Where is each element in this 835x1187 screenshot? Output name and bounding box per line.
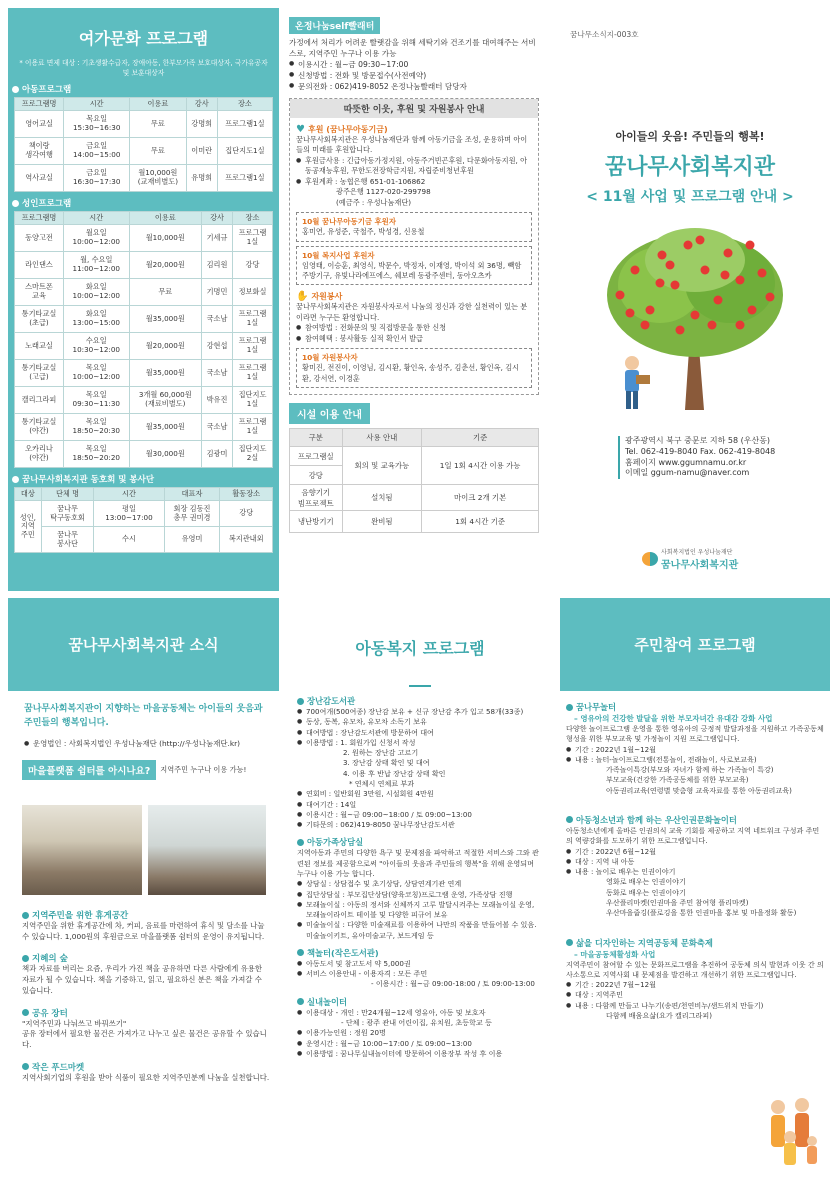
table-cell: 화요일 13:00~15:00 bbox=[63, 306, 129, 333]
list-item: ● 모래놀이실 : 아동의 정서와 신체까지 고루 발달시켜주는 모래놀이실 운영, 모래놀이라이트 테이블 및 다양한 피규어 보유 bbox=[297, 900, 543, 921]
contact-block bbox=[618, 436, 775, 479]
flower-icon bbox=[12, 200, 19, 207]
table-cell: 월, 수요일 11:00~12:00 bbox=[63, 252, 129, 279]
laundry-title: 온정나눔self빨래터 bbox=[289, 17, 380, 34]
table-cell: 프로그램 1실 bbox=[233, 225, 273, 252]
list-item: - 단체 : 광주 관내 어린이집, 유치원, 초등학교 등 bbox=[341, 1018, 492, 1028]
table-cell: 기명민 bbox=[202, 279, 233, 306]
warm-title: 따뜻한 이웃, 후원 및 자원봉사 안내 bbox=[290, 99, 538, 118]
flower-icon bbox=[22, 1009, 29, 1016]
facility-table bbox=[289, 428, 539, 533]
news-header bbox=[8, 598, 279, 691]
flower-icon bbox=[297, 998, 304, 1005]
table-cell: 목요일 15:30~16:30 bbox=[64, 111, 130, 138]
rights-text: 아동청소년에게 올바른 인권의식 교육 기회를 제공하고 지역 네트워크 구성과 주민의 역량강화를 도모하기 위한 프로그램입니다. bbox=[566, 825, 820, 846]
list-item: 2. 원하는 장난감 고르기 bbox=[343, 748, 419, 758]
table-cell: 프로그램 1실 bbox=[233, 414, 273, 441]
shelter-photo-2 bbox=[148, 805, 266, 895]
flower-icon bbox=[22, 955, 29, 962]
cover-subtitle: < 11월 사업 및 프로그램 안내 > bbox=[586, 189, 794, 205]
child-welfare-body bbox=[289, 695, 551, 1059]
flower-icon bbox=[297, 949, 304, 956]
table-cell: 월10,000원 (교재비별도) bbox=[130, 165, 187, 192]
table-cell: 통기타교실 (고급) bbox=[15, 360, 64, 387]
list-item: ● 연회비 : 일반회원 3만원, 시설회원 4만원 bbox=[297, 789, 543, 799]
club-table bbox=[14, 487, 273, 553]
market-quote: "지역주민과 나눠쓰고 바꿔쓰기" bbox=[22, 1018, 127, 1028]
table-cell: 프로그램1실 bbox=[217, 111, 272, 138]
table-cell: 목요일 09:30~11:30 bbox=[63, 387, 129, 414]
list-item: ● 참여방법 : 전화문의 및 직접방문을 통한 신청 bbox=[296, 323, 532, 333]
panel-resident-participation bbox=[560, 598, 830, 1187]
flower-icon bbox=[12, 86, 19, 93]
table-cell: 강명희 bbox=[186, 111, 217, 138]
panel-cover bbox=[560, 0, 835, 595]
festival-text: 지역주민이 참여할 수 있는 문화프로그램을 추진하여 공동체 의식 발현과 이웃 간 의사소통으로 지역사회 내 문제점을 발견하고 개선하기 위한 프로그램입니다. bbox=[566, 959, 824, 979]
flower-icon bbox=[566, 704, 573, 711]
list-item: ● 아동도서 및 참고도서 약 5,000권 bbox=[297, 959, 543, 969]
table-cell: 프로그램 1실 bbox=[233, 360, 273, 387]
table-cell: 강당 bbox=[233, 252, 273, 279]
list-item: ● 문의전화 : 062)419-8052 온정나눔빨래터 담당자 bbox=[289, 81, 539, 92]
flower-icon bbox=[22, 1063, 29, 1070]
leisure-title: 여가문화 프로그램 bbox=[78, 29, 209, 48]
list-item: 다함께 배움요삶(요가 캘리그라피) bbox=[606, 1010, 712, 1020]
table-cell: 월요일 10:00~12:00 bbox=[63, 225, 129, 252]
volunteer-heading: ✋ 자원봉사 bbox=[296, 291, 343, 303]
table-cell: 목요일 18:50~20:20 bbox=[63, 441, 129, 468]
table-header: 구분 사용 안내 기준 bbox=[290, 429, 539, 447]
sponsor-text: 꿈나무사회복지관은 우성나눔재단과 함께 아동기금을 조성, 운용하며 아이들의 미래를 후원합니다. bbox=[296, 135, 528, 155]
list-item: 동화로 배우는 인권이야기 bbox=[606, 887, 686, 897]
lounge-text: 지역주민을 위한 휴게공간에 차, 커피, 음료를 마련하여 휴식 및 담소를 나눌 수 있습니다. 1,000원의 후원금으로 마을플랫폼 쉼터의 운영이 유지됩니다. bbox=[22, 921, 265, 941]
table-row bbox=[15, 279, 273, 306]
table-row: 강당 bbox=[290, 466, 539, 485]
wisdom-heading: 지혜의 숲 bbox=[22, 952, 270, 964]
club-target: 성인, 지역 주민 bbox=[15, 501, 42, 553]
list-item: ● 이용대상 - 개인 : 만24개월~12세 영유아, 아동 및 보호자 bbox=[297, 1008, 543, 1018]
table-cell: 집단지도1실 bbox=[217, 138, 272, 165]
slogan: 아이들의 웃음! 주민들의 행복! bbox=[615, 130, 765, 143]
list-item: * 연체시 연체료 부과 bbox=[349, 778, 415, 788]
list-item: ● 이용시간 : 월~금 09:00~18:00 / 토 09:00~13:00 bbox=[297, 810, 543, 820]
table-cell: 국소남 bbox=[202, 360, 233, 387]
flower-icon bbox=[12, 476, 19, 483]
shelter-photo-1 bbox=[22, 805, 142, 895]
hands-icon: ✋ bbox=[296, 291, 309, 303]
table-cell: 월30,000원 bbox=[129, 441, 202, 468]
table-row bbox=[15, 387, 273, 414]
table-cell: 3개월 60,000원 (재료비별도) bbox=[129, 387, 202, 414]
table-row: 프로그램실 회의 및 교육가능 1일 1회 4시간 이용 가능 bbox=[290, 447, 539, 466]
list-item: ● 동상, 동복, 유모차, 유모차 소독기 보유 bbox=[297, 717, 543, 727]
list-item: 아동권리교육(연령별 맞춤형 교육자료를 통한 아동권리교육) bbox=[606, 785, 792, 795]
list-item: ● 대여기간 : 14일 bbox=[297, 800, 543, 810]
book-heading: 책놀터(작은도서관) bbox=[297, 947, 543, 959]
list-item: 3. 장난감 상태 확인 및 대여 bbox=[343, 758, 430, 768]
section-child: 아동프로그램 bbox=[12, 83, 279, 95]
sponsor-heading: ♥ 후원 (꿈나무아동기금) bbox=[296, 124, 388, 135]
panel-news bbox=[8, 598, 279, 1187]
news-title: 꿈나무사회복지관 소식 bbox=[68, 636, 219, 654]
list-item: ● 서비스 이용안내 - 이용자격 : 모든 주민 bbox=[297, 969, 543, 979]
heart-icon: ♥ bbox=[296, 124, 305, 135]
section-club: 꿈나무사회복지관 동호회 및 봉사단 bbox=[12, 473, 279, 485]
family-illustration bbox=[760, 1093, 822, 1173]
list-item: ● 이용방법 : 1. 회원가입 신청서 작성 bbox=[297, 738, 543, 748]
table-header: 프로그램명 시간 이용료 강사 장소 bbox=[15, 98, 273, 111]
list-item: (예금주 : 우성나눔재단) bbox=[336, 197, 412, 207]
table-header: 대상 단체 명 시간 대표자 활동장소 bbox=[15, 488, 273, 501]
panel-laundry-support bbox=[289, 14, 539, 594]
table-cell: 통기타교실 (야간) bbox=[15, 414, 64, 441]
adult-program-table bbox=[14, 211, 273, 468]
food-heading: 작은 푸드마켓 bbox=[22, 1061, 270, 1073]
list-item: ● 기타문의 : 062)419-8050 꿈나무장난감도서관 bbox=[297, 820, 543, 830]
resident-title: 주민참여 프로그램 bbox=[634, 636, 756, 654]
table-cell: 목요일 18:50~20:30 bbox=[63, 414, 129, 441]
warm-box bbox=[289, 98, 539, 395]
list-item: ● 기간 : 2022년 6월~12월 bbox=[566, 847, 824, 857]
table-cell: 무료 bbox=[130, 111, 187, 138]
volunteer-text: 꿈나무사회복지관은 자원봉사자로서 나눔의 정신과 강한 실천력이 있는 분이라면 누구든 환영합니다. bbox=[296, 302, 528, 322]
list-item: ● 운영시간 : 월~금 10:00~17:00 / 토 09:00~13:00 bbox=[297, 1039, 543, 1049]
table-cell: 집단지도 1실 bbox=[233, 387, 273, 414]
shelter-heading-row bbox=[22, 760, 265, 780]
lounge-heading: 지역주민을 위한 휴게공간 bbox=[22, 909, 270, 921]
list-item: ● 이용방법 : 꿈나무실내놀이터에 방문하여 이용장부 작성 후 이용 bbox=[297, 1049, 543, 1059]
table-cell: 스마트폰 교육 bbox=[15, 279, 64, 306]
divider bbox=[409, 685, 431, 687]
list-item: - 이용시간 : 월~금 09:00-18:00 / 토 09:00-13:00 bbox=[371, 979, 535, 989]
table-cell: 김리원 bbox=[202, 252, 233, 279]
table-cell: 유명희 bbox=[186, 165, 217, 192]
table-cell: 정보화실 bbox=[233, 279, 273, 306]
list-item: ● 후원계좌 : 농협은행 651-01-106862 bbox=[296, 177, 532, 187]
list-item: ● 참여혜택 : 봉사활동 실적 확인서 발급 bbox=[296, 334, 532, 344]
table-cell: 책이랑 생각여행 bbox=[15, 138, 64, 165]
address: 광주광역시 북구 중문로 지하 58 (우산동) bbox=[625, 436, 771, 445]
table-cell: 캘리그라피 bbox=[15, 387, 64, 414]
table-cell: 프로그램 1실 bbox=[233, 306, 273, 333]
table-cell: 박유진 bbox=[202, 387, 233, 414]
email-link[interactable]: 이메일 ggum-namu@naver.com bbox=[625, 468, 750, 478]
table-row: 음향기기 빔프로젝트 설치됨 마이크 2개 기본 bbox=[290, 485, 539, 511]
list-item: 영화로 배우는 인권이야기 bbox=[606, 877, 686, 887]
table-cell: 라인댄스 bbox=[15, 252, 64, 279]
list-item: ● 이용시간 : 월~금 09:30~17:00 bbox=[289, 59, 539, 70]
list-item: ● 신청방법 : 전화 및 방문접수(사전예약) bbox=[289, 70, 539, 81]
list-item: 우산마을줍깅(플로깅을 통한 인권마을 홍보 및 마을정화 활동) bbox=[606, 908, 797, 918]
shelter-subtitle: 지역주민 누구나 이용 가능! bbox=[160, 764, 247, 774]
table-cell: 월35,000원 bbox=[129, 306, 202, 333]
laundry-text: 가정에서 처리가 어려운 빨랫감을 위해 세탁기와 건조기를 대여해주는 서비스로, 지역주민 누구나 이용 가능 bbox=[289, 38, 536, 58]
playroom-heading: 실내놀이터 bbox=[297, 996, 543, 1008]
list-item: 가족놀이특강(부모와 자녀가 함께 하는 가족놀이 특강) bbox=[606, 765, 774, 775]
table-cell: 목요일 10:00~12:00 bbox=[63, 360, 129, 387]
table-row bbox=[15, 333, 273, 360]
market-text: 공유 장터에서 필요한 물건은 가져가고 나누고 싶은 물건은 공유할 수 있습니다. bbox=[22, 1029, 267, 1050]
table-cell: 영어교실 bbox=[15, 111, 64, 138]
list-item: ● 이용가능인원 : 정원 20명 bbox=[297, 1028, 543, 1038]
flower-icon bbox=[297, 839, 304, 846]
cover-title: 꿈나무사회복지관 bbox=[604, 155, 776, 180]
table-cell: 금요일 16:30~17:30 bbox=[64, 165, 130, 192]
issue-number: 꿈나무소식지-003호 bbox=[570, 30, 639, 39]
table-cell: 국소남 bbox=[202, 306, 233, 333]
flower-icon bbox=[297, 698, 304, 705]
festival-subtitle: – 마을공동체활성화 사업 bbox=[574, 949, 656, 959]
oct-sponsor-box: 10월 꿈나무아동기금 후원자 홍미연, 유성준, 국철주, 박성경, 신용철 bbox=[296, 212, 532, 241]
fee-exempt-note: * 이용료 면제 대상 : 기초생활수급자, 장애아동, 한부모가족 보호대상자, 국가유공자 및 보훈대상자 bbox=[19, 59, 268, 77]
table-row bbox=[15, 306, 273, 333]
playground-subtitle: – 영유아의 건강한 발달을 위한 부모자녀간 유대감 강화 사업 bbox=[574, 714, 773, 723]
flower-icon bbox=[566, 939, 573, 946]
child-program-table bbox=[14, 97, 273, 192]
table-row bbox=[15, 414, 273, 441]
list-item: ● 내용 : 놀터-놀이프로그램(전통놀이, 전래놀이, 사로보교육) bbox=[566, 755, 824, 765]
table-cell: 집단지도 2실 bbox=[233, 441, 273, 468]
oct-volunteer-box: 10월 자원봉사자 황미진, 전진이, 이영님, 김시환, 황인옥, 송성주, 김춘선, 황인옥, 김시환, 강서연, 이경훈 bbox=[296, 348, 532, 388]
list-item: ● 기간 : 2022년 7월~12월 bbox=[566, 980, 824, 990]
corp-info: ● 운영법인 : 사회복지법인 우성나눔재단 (http://우성나눔재단.kr) bbox=[24, 739, 263, 750]
list-item: ● 700여개(500여종) 장난감 보유 + 신규 장난감 추가 입고 58개(33종) bbox=[297, 707, 543, 717]
table-row bbox=[15, 252, 273, 279]
table-cell: 금요일 14:00~15:00 bbox=[64, 138, 130, 165]
table-cell: 월20,000원 bbox=[129, 252, 202, 279]
oct-biz-box: 10월 복지사업 후원자 임영태, 이승훈, 최영식, 박문수, 박정자, 이재영, 박이석 외 36명, 빽함주방기구, 유빛나라에프에스, 쉐보레 동광주센터, 동아오츠카 bbox=[296, 246, 532, 286]
homepage-link[interactable]: 홈페이지 www.ggumnamu.or.kr bbox=[625, 457, 747, 467]
toy-heading: 장난감도서관 bbox=[297, 695, 543, 707]
table-cell: 월10,000원 bbox=[129, 225, 202, 252]
list-item: ● 대상 : 지역주민 bbox=[566, 990, 824, 1000]
table-cell: 프로그램 1실 bbox=[233, 333, 273, 360]
table-cell: 역사교실 bbox=[15, 165, 64, 192]
news-intro: 꿈나무사회복지관이 지향하는 마을공동체는 아이들의 웃음과 주민들의 행복입니다. bbox=[24, 704, 263, 728]
table-row bbox=[15, 138, 273, 165]
list-item: 광주은행 1127-020-299798 bbox=[336, 187, 431, 197]
child-welfare-title: 아동복지 프로그램 bbox=[355, 639, 485, 658]
list-item: ● 집단상담실 : 부모집단상담(양육코칭)프로그램 운영, 가족상담 진행 bbox=[297, 890, 543, 900]
list-item: ● 내용 : 놀이로 배우는 인권이야기 bbox=[566, 867, 824, 877]
list-item: ● 후원금사용 : 긴급아동가정지원, 아동주거빈곤후원, 다문화아동지원, 아동공재능후원, 무한도전장학금지원, 자립준비청년후원 bbox=[296, 156, 532, 177]
panel-child-welfare bbox=[289, 598, 551, 1187]
table-row bbox=[15, 441, 273, 468]
table-header: 프로그램명 시간 이용료 강사 장소 bbox=[15, 212, 273, 225]
table-cell: 강현섭 bbox=[202, 333, 233, 360]
list-item: ● 내용 : 다함께 만들고 나누기(송편/천연비누/샌드위치 만들기) bbox=[566, 1001, 781, 1011]
flower-icon bbox=[566, 816, 573, 823]
table-cell: 프로그램1실 bbox=[217, 165, 272, 192]
list-item: ● 미술놀이실 : 다양한 미술재료를 이용하여 나만의 작품을 만들어볼 수 있음. 미술놀이키트, 유아미술교구, 보드게임 등 bbox=[297, 920, 543, 941]
table-row bbox=[15, 360, 273, 387]
table-cell: 김광미 bbox=[202, 441, 233, 468]
family-text: 지역아동과 주민의 다양한 욕구 및 문제점을 파악하고 적절한 서비스와 그와 관련된 정보를 제공함으로써 "아이들의 웃음과 주민들의 행복"을 위해 운영되며 누구나 이용 가능 합니다. bbox=[297, 848, 539, 878]
adult-table-wrap bbox=[14, 211, 273, 468]
list-item: ● 기간 : 2022년 1월~12월 bbox=[566, 745, 824, 755]
resident-body bbox=[560, 701, 830, 1021]
table-cell: 노래교실 bbox=[15, 333, 64, 360]
facility-title: 시설 이용 안내 bbox=[289, 403, 370, 424]
list-item: ● 상담실 : 상담접수 및 초기상담, 상담연계기관 연계 bbox=[297, 879, 543, 889]
table-row: 성인, 지역 주민 꿈나무 탁구동호회 평일 13:00~17:00 회장 김동진 총무 권미경 강당 bbox=[15, 501, 273, 527]
table-cell: 수요일 10:30~12:00 bbox=[63, 333, 129, 360]
apple-tree-illustration bbox=[600, 225, 785, 415]
panel-leisure-programs bbox=[8, 8, 279, 591]
shelter-title: 마을플랫폼 쉼터를 아시나요? bbox=[22, 760, 156, 780]
flower-icon bbox=[22, 912, 29, 919]
festival-heading: 삶을 디자인하는 지역공동체 문화축제 bbox=[566, 937, 824, 949]
table-row bbox=[15, 165, 273, 192]
table-cell: 월35,000원 bbox=[129, 360, 202, 387]
list-item: 부모교육(건강한 가족공동체를 위한 부모교육) bbox=[606, 775, 749, 785]
list-item: ● 대상 : 지역 내 아동 bbox=[566, 857, 824, 867]
news-items bbox=[22, 903, 270, 1084]
table-cell: 국소남 bbox=[202, 414, 233, 441]
table-cell: 무료 bbox=[130, 138, 187, 165]
org-logo: 사회복지법인 우성나눔재단 꿈나무사회복지관 bbox=[642, 547, 738, 571]
food-text: 지역사회기업의 후원을 받아 식품이 필요한 지역주민분께 나눔을 실천합니다. bbox=[22, 1072, 270, 1082]
table-cell: 이미란 bbox=[186, 138, 217, 165]
table-row bbox=[15, 225, 273, 252]
table-cell: 기세규 bbox=[202, 225, 233, 252]
table-cell: 동양고전 bbox=[15, 225, 64, 252]
rights-heading: 아동청소년과 함께 하는 우산인권문화놀이터 bbox=[566, 814, 824, 826]
list-item: ● 대여방법 : 장난감도서관에 방문하여 대여 bbox=[297, 728, 543, 738]
table-cell: 무료 bbox=[129, 279, 202, 306]
child-table-wrap bbox=[14, 97, 273, 192]
market-heading: 공유 장터 bbox=[22, 1007, 270, 1019]
list-item: 4. 이용 후 반납 장난감 상태 확인 bbox=[343, 768, 446, 778]
playground-text: 다양한 놀이프로그램 운영을 통한 영유아의 긍정적 발달과정을 지원하고 가족공동체 형성을 위한 부모교육 및 가정놀이 지원 프로그램입니다. bbox=[566, 724, 824, 744]
resident-header bbox=[560, 598, 830, 691]
tel-fax: Tel. 062-419-8040 Fax. 062-419-8048 bbox=[625, 446, 776, 456]
family-heading: 아동가족상담실 bbox=[297, 836, 543, 848]
list-item: 우산플리마켓(인권마을 주민 참여형 플리마켓) bbox=[606, 897, 749, 907]
club-table-wrap bbox=[14, 487, 273, 553]
table-cell: 화요일 10:00~12:00 bbox=[63, 279, 129, 306]
table-row: 꿈나무 봉사단 수시 유영미 복지관내외 bbox=[15, 527, 273, 553]
table-cell: 오카리나 (야간) bbox=[15, 441, 64, 468]
table-cell: 월20,000원 bbox=[129, 333, 202, 360]
section-adult: 성인프로그램 bbox=[12, 197, 279, 209]
table-row: 냉난방기기 완비됨 1회 4시간 기준 bbox=[290, 511, 539, 533]
table-cell: 월35,000원 bbox=[129, 414, 202, 441]
wisdom-text: 책과 자료를 버리는 요즘, 우리가 가진 책을 공유하면 다른 사람에게 유용한 자료가 될 수 있습니다. 책을 기증하고, 읽고, 필요하신 분은 책을 가져갈 수 있습니다. bbox=[22, 964, 263, 995]
logo-mark-icon bbox=[642, 552, 658, 566]
table-cell: 통기타교실 (초급) bbox=[15, 306, 64, 333]
playground-heading: 꿈나무놀터 bbox=[566, 701, 824, 713]
table-row bbox=[15, 111, 273, 138]
